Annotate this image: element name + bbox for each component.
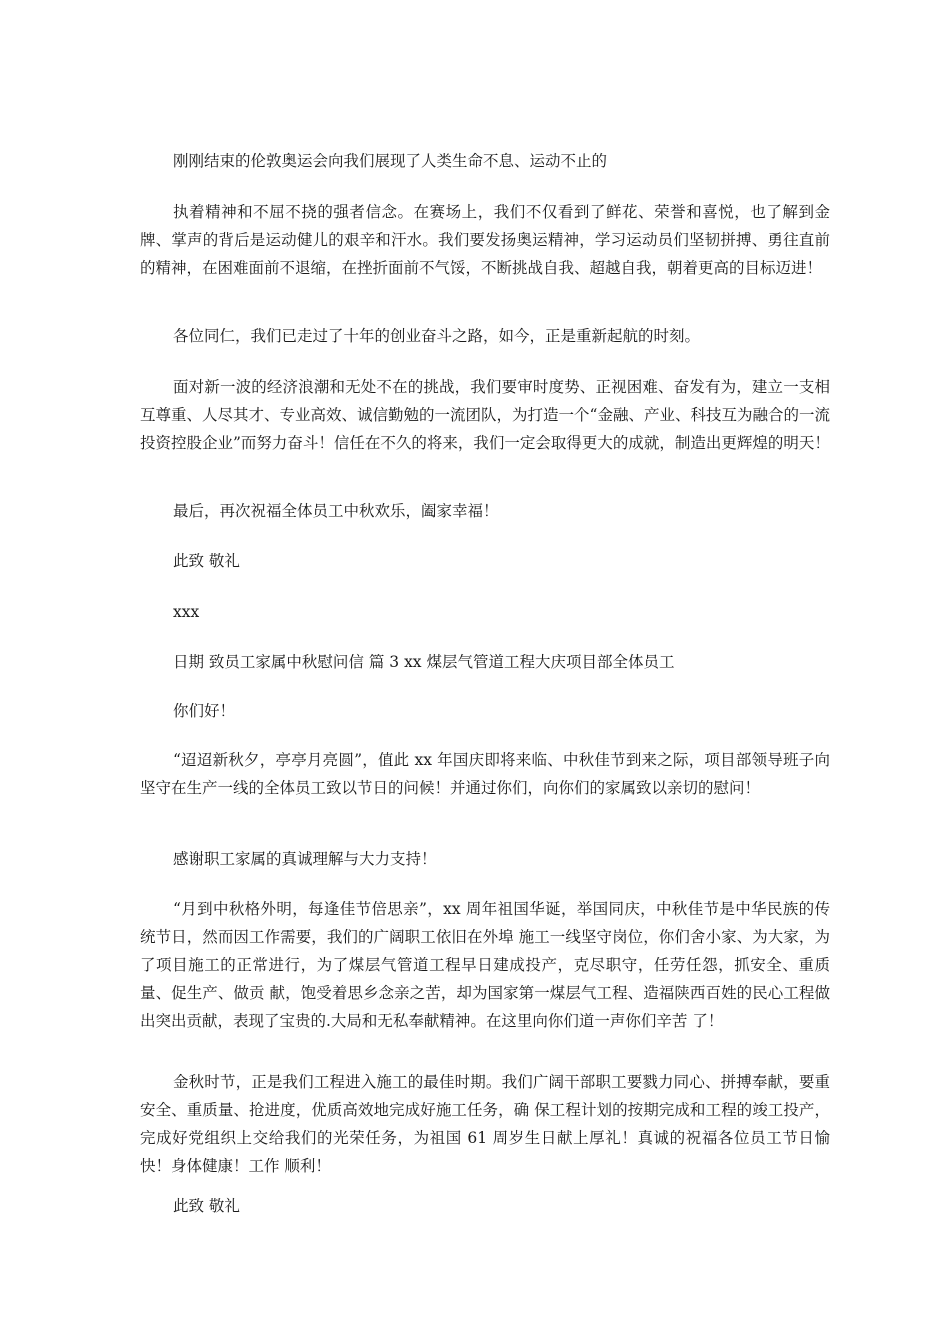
paragraph-signature: xxx bbox=[173, 603, 200, 621]
paragraph-thanks: 感谢职工家属的真诚理解与大力支持！ bbox=[173, 850, 437, 868]
paragraph-greeting: 你们好！ bbox=[173, 702, 236, 720]
paragraph-olympic-spirit: 执着精神和不屈不挠的强者信念。在赛场上，我们不仅看到了鲜花、荣誉和喜悦，也了解到金牌、掌声的背后是运动健儿的艰辛和汗水。我们要发扬奥运精神，学习运动员们坚韧拼搏、勇往直前的精神，在困难面前不退缩，在挫折面前不气馁，不断挑战自我、超越自我，朝着更高的目标迈进！ bbox=[140, 203, 830, 277]
paragraph-salutation-1: 此致 敬礼 bbox=[173, 552, 240, 570]
paragraph-salutation-2: 此致 敬礼 bbox=[173, 1197, 240, 1215]
paragraph-colleagues: 各位同仁，我们已走过了十年的创业奋斗之路，如今，正是重新起航的时刻。 bbox=[173, 327, 701, 345]
paragraph-date-title: 日期 致员工家属中秋慰问信 篇 3 xx 煤层气管道工程大庆项目部全体员工 bbox=[173, 653, 675, 671]
paragraph-mid-autumn: “月到中秋格外明，每逢佳节倍思亲”，xx 周年祖国华诞，举国同庆，中秋佳节是中华民族的传统节日，然而因工作需要，我们的广阔职工依旧在外埠 施工一线坚守岗位，你们舍小家、为大家，为了项目施工的正常进行，为了煤层气管道工程早日建成投产，克尽职守，任劳任怨，抓安全、重质量、促生产、做贡 献，饱受着思乡念亲之苦，却为国家第一煤层气工程、造福陕西百姓的民心工程做出突出贡献，表现了宝贵的.大局和无私奉献精神。在这里向你们道一声你们辛苦 了！ bbox=[140, 900, 830, 1030]
paragraph-golden-autumn: 金秋时节，正是我们工程进入施工的最佳时期。我们广阔干部职工要戮力同心、拼搏奉献，要重安全、重质量、抢进度，优质高效地完成好施工任务，确 保工程计划的按期完成和工程的竣工投产，完成好党组织上交给我们的光荣任务，为祖国 61 周岁生日献上厚礼！真诚的祝福各位员工节日愉快！身体健康！工作 顺利！ bbox=[140, 1073, 830, 1175]
paragraph-final-wishes: 最后，再次祝福全体员工中秋欢乐，阖家幸福！ bbox=[173, 502, 499, 520]
paragraph-new-challenges: 面对新一波的经济浪潮和无处不在的挑战，我们要审时度势、正视困难、奋发有为，建立一支相互尊重、人尽其才、专业高效、诚信勤勉的一流团队，为打造一个“金融、产业、科技互为融合的一流投资控股企业”而努力奋斗！信任在不久的将来，我们一定会取得更大的成就，制造出更辉煌的明天！ bbox=[140, 378, 830, 452]
paragraph-olympics-intro: 刚刚结束的伦敦奥运会向我们展现了人类生命不息、运动不止的 bbox=[173, 152, 608, 170]
paragraph-festival-greeting: “迢迢新秋夕，亭亭月亮圆”，值此 xx 年国庆即将来临、中秋佳节到来之际，项目部领导班子向坚守在生产一线的全体员工致以节日的问候！并通过你们，向你们的家属致以亲切的慰问！ bbox=[140, 751, 830, 797]
